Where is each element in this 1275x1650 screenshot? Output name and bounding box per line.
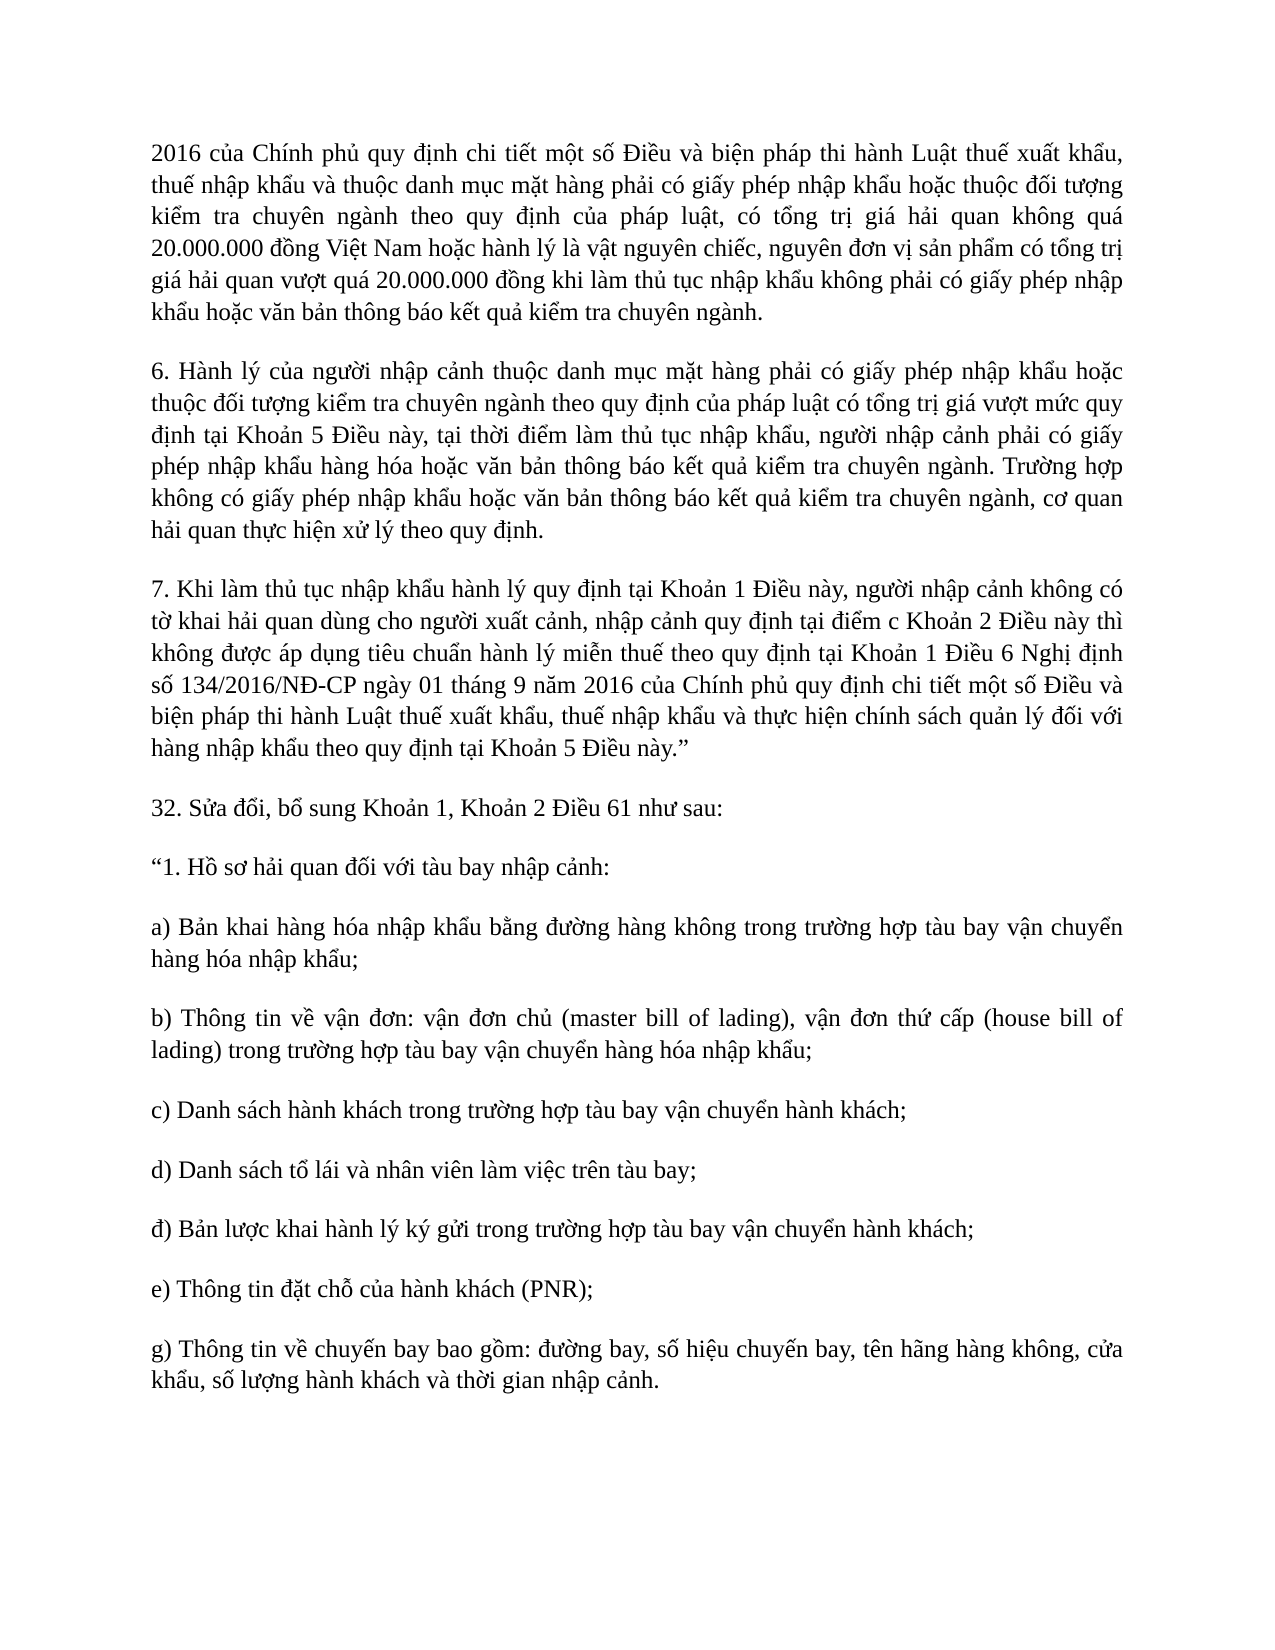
para-decree-continuation: 2016 của Chính phủ quy định chi tiết một số Điều và biện pháp thi hành Luật thuế xuất khẩu, thuế nhập khẩu và thuộc danh mục mặt hàng phải có giấy phép nhập khẩu hoặc thuộc đối tượng kiểm tra chuyên ngành theo quy định của pháp luật, có tổng trị giá hải quan không quá 20.000.000 đồng Việt Nam hoặc hành lý là vật nguyên chiếc, nguyên đơn vị sản phẩm có tổng trị giá hải quan vượt quá 20.000.000 đồng khi làm thủ tục nhập khẩu không phải có giấy phép nhập khẩu hoặc văn bản thông báo kết quả kiểm tra chuyên ngành. xyxy=(151,140,1123,326)
para-point-b: b) Thông tin về vận đơn: vận đơn chủ (master bill of lading), vận đơn thứ cấp (house bill of lading) trong trường hợp tàu bay vận chuyển hàng hóa nhập khẩu; xyxy=(151,1005,1123,1065)
para-item-32: 32. Sửa đổi, bổ sung Khoản 1, Khoản 2 Điều 61 như sau: xyxy=(151,794,724,822)
para-point-a: a) Bản khai hàng hóa nhập khẩu bằng đường hàng không trong trường hợp tàu bay vận chuyển hàng hóa nhập khẩu; xyxy=(151,914,1123,973)
para-point-dd: đ) Bản lược khai hành lý ký gửi trong trường hợp tàu bay vận chuyển hành khách; xyxy=(151,1216,975,1244)
para-clause-6: 6. Hành lý của người nhập cảnh thuộc danh mục mặt hàng phải có giấy phép nhập khẩu hoặc thuộc đối tượng kiểm tra chuyên ngành theo quy định của pháp luật có tổng trị giá vượt mức quy định tại Khoản 5 Điều này, tại thời điểm làm thủ tục nhập khẩu, người nhập cảnh phải có giấy phép nhập khẩu hàng hóa hoặc văn bản thông báo kết quả kiểm tra chuyên ngành. Trường hợp không có giấy phép nhập khẩu hoặc văn bản thông báo kết quả kiểm tra chuyên ngành, cơ quan hải quan thực hiện xử lý theo quy định. xyxy=(151,358,1123,544)
para-point-g: g) Thông tin về chuyến bay bao gồm: đường bay, số hiệu chuyến bay, tên hãng hàng không, cửa khẩu, số lượng hành khách và thời gian nhập cảnh. xyxy=(151,1335,1123,1395)
para-point-c: c) Danh sách hành khách trong trường hợp tàu bay vận chuyển hành khách; xyxy=(151,1096,907,1124)
para-clause-7: 7. Khi làm thủ tục nhập khẩu hành lý quy định tại Khoản 1 Điều này, người nhập cảnh không có tờ khai hải quan dùng cho người xuất cảnh, nhập cảnh quy định tại điểm c Khoản 2 Điều này thì không được áp dụng tiêu chuẩn hành lý miễn thuế theo quy định tại Khoản 1 Điều 6 Nghị định số 134/2016/NĐ-CP ngày 01 tháng 9 năm 2016 của Chính phủ quy định chi tiết một số Điều và biện pháp thi hành Luật thuế xuất khẩu, thuế nhập khẩu và thực hiện chính sách quản lý đối với hàng nhập khẩu theo quy định tại Khoản 5 Điều này.” xyxy=(151,576,1123,762)
para-point-d: d) Danh sách tổ lái và nhân viên làm việc trên tàu bay; xyxy=(151,1156,697,1184)
para-point-e: e) Thông tin đặt chỗ của hành khách (PNR); xyxy=(151,1275,594,1303)
para-clause-1-heading: “1. Hồ sơ hải quan đối với tàu bay nhập cảnh: xyxy=(151,854,610,882)
